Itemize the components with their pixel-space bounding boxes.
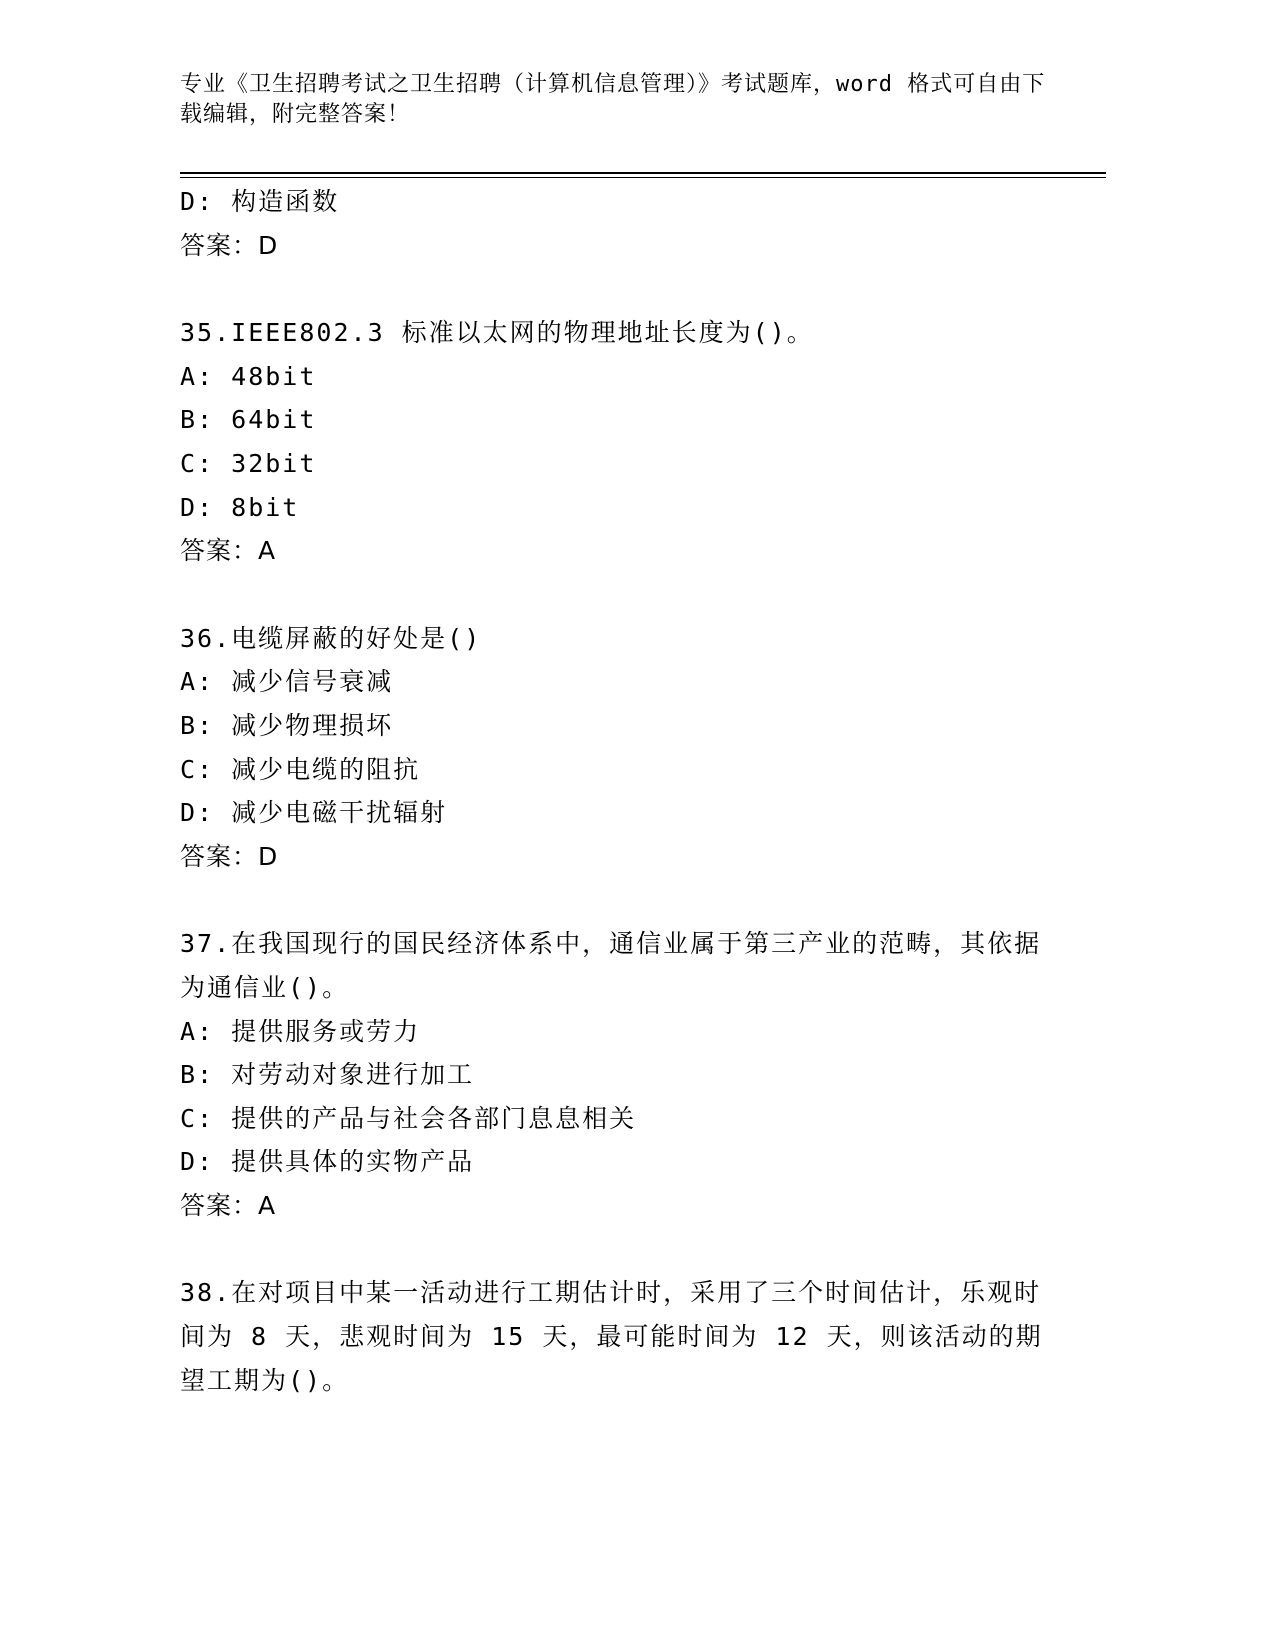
option-b: B: 64bit xyxy=(180,405,317,435)
option-a: A: 提供服务或劳力 xyxy=(180,1016,421,1046)
spacer xyxy=(180,267,1060,311)
option-d: D: 提供具体的实物产品 xyxy=(180,1147,475,1177)
option-d: D: 减少电磁干扰辐射 xyxy=(180,798,448,828)
spacer xyxy=(180,573,1060,617)
answer: 答案：A xyxy=(180,536,277,566)
option-d: D: 8bit xyxy=(180,492,300,522)
option-a: A: 减少信号衰减 xyxy=(180,667,394,697)
answer: 答案：A xyxy=(180,1190,277,1220)
question-36: 36.电缆屏蔽的好处是() xyxy=(180,623,482,653)
option-d: D: 构造函数 xyxy=(180,187,340,216)
question-38: 38.在对项目中某一活动进行工期估计时，采用了三个时间估计，乐观时间为 8 天，悲观时间为 15 天，最可能时间为 12 天，则该活动的期望工期为()。 xyxy=(180,1278,1043,1395)
spacer xyxy=(180,1227,1060,1271)
option-a: A: 48bit xyxy=(180,361,317,391)
header-rule-thick xyxy=(180,172,1106,174)
option-b: B: 对劳动对象进行加工 xyxy=(180,1060,475,1090)
answer: 答案：D xyxy=(180,230,279,260)
option-b: B: 减少物理损坏 xyxy=(180,710,394,740)
option-c: C: 32bit xyxy=(180,448,317,478)
document-header: 专业《卫生招聘考试之卫生招聘（计算机信息管理）》考试题库，word 格式可自由下载编辑，附完整答案！ xyxy=(180,72,1046,127)
question-37: 37.在我国现行的国民经济体系中，通信业属于第三产业的范畴，其依据为通信业()。 xyxy=(180,929,1042,1002)
header-rule-thin xyxy=(180,177,1106,178)
question-content xyxy=(180,180,1060,1402)
question-35: 35.IEEE802.3 标准以太网的物理地址长度为()。 xyxy=(180,318,814,348)
option-c: C: 减少电缆的阻抗 xyxy=(180,754,421,784)
spacer xyxy=(180,878,1060,922)
answer: 答案：D xyxy=(180,841,279,871)
option-c: C: 提供的产品与社会各部门息息相关 xyxy=(180,1103,637,1133)
